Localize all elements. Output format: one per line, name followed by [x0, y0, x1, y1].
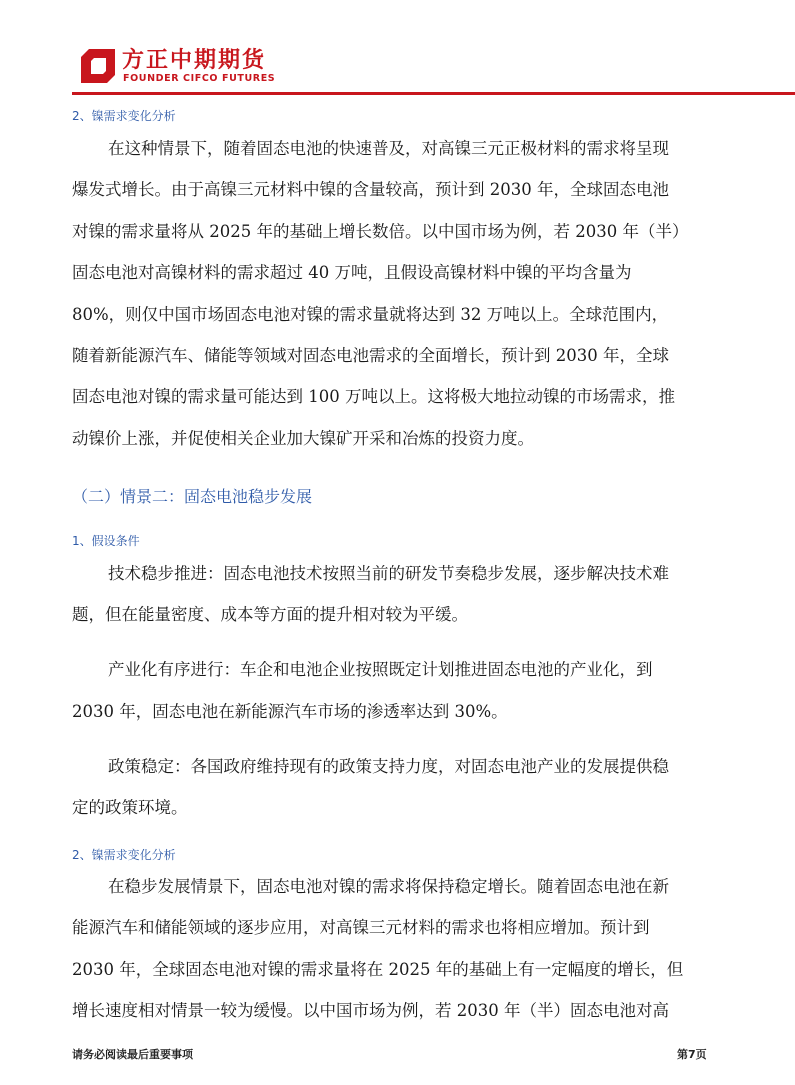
subheading-assumptions: 1、假设条件 [72, 534, 140, 548]
section-heading-scenario-2: （二）情景二：固态电池稳步发展 [72, 487, 313, 506]
text-line: 增长速度相对情景一较为缓慢。以中国市场为例，若 2030 年（半）固态电池对高 [72, 1001, 669, 1020]
page-number: 第7页 [677, 1048, 707, 1061]
text-line: 在这种情景下，随着固态电池的快速普及，对高镍三元正极材料的需求将呈现 [108, 139, 669, 158]
text-line: 产业化有序进行：车企和电池企业按照既定计划推进固态电池的产业化，到 [108, 660, 653, 679]
text-line: 固态电池对镍的需求量可能达到 100 万吨以上。这将极大地拉动镍的市场需求，推 [72, 387, 675, 406]
text-line: 80%，则仅中国市场固态电池对镍的需求量就将达到 32 万吨以上。全球范围内， [72, 305, 669, 324]
text-line: 定的政策环境。 [72, 798, 188, 817]
text-line: 技术稳步推进：固态电池技术按照当前的研发节奏稳步发展，逐步解决技术难 [108, 564, 669, 583]
text-line: 政策稳定：各国政府维持现有的政策支持力度，对固态电池产业的发展提供稳 [108, 757, 669, 776]
text-line: 动镍价上涨，并促使相关企业加大镍矿开采和冶炼的投资力度。 [72, 429, 534, 448]
footer-disclaimer-notice: 请务必阅读最后重要事项 [72, 1048, 193, 1061]
text-line: 固态电池对高镍材料的需求超过 40 万吨，且假设高镍材料中镍的平均含量为 [72, 263, 632, 282]
text-line: 在稳步发展情景下，固态电池对镍的需求将保持稳定增长。随着固态电池在新 [108, 877, 669, 896]
text-line: 能源汽车和储能领域的逐步应用，对高镍三元材料的需求也将相应增加。预计到 [72, 918, 650, 937]
text-line: 2030 年，全球固态电池对镍的需求量将在 2025 年的基础上有一定幅度的增长，但 [72, 960, 684, 979]
text-line: 题，但在能量密度、成本等方面的提升相对较为平缓。 [72, 605, 468, 624]
company-logo-icon [79, 47, 117, 85]
page-header [0, 0, 795, 96]
subheading-nickel-demand-1: 2、镍需求变化分析 [72, 109, 176, 123]
text-line: 随着新能源汽车、储能等领域对固态电池需求的全面增长，预计到 2030 年，全球 [72, 346, 669, 365]
header-divider [72, 92, 795, 95]
subheading-nickel-demand-2: 2、镍需求变化分析 [72, 848, 176, 862]
text-line: 对镍的需求量将从 2025 年的基础上增长数倍。以中国市场为例，若 2030 年（半） [72, 222, 689, 241]
text-line: 爆发式增长。由于高镍三元材料中镍的含量较高，预计到 2030 年，全球固态电池 [72, 180, 669, 199]
text-line: 2030 年，固态电池在新能源汽车市场的渗透率达到 30%。 [72, 702, 508, 721]
brand-name-chinese: 方正中期期货 [122, 48, 267, 73]
brand-name-english: FOUNDER CIFCO FUTURES [123, 73, 276, 84]
